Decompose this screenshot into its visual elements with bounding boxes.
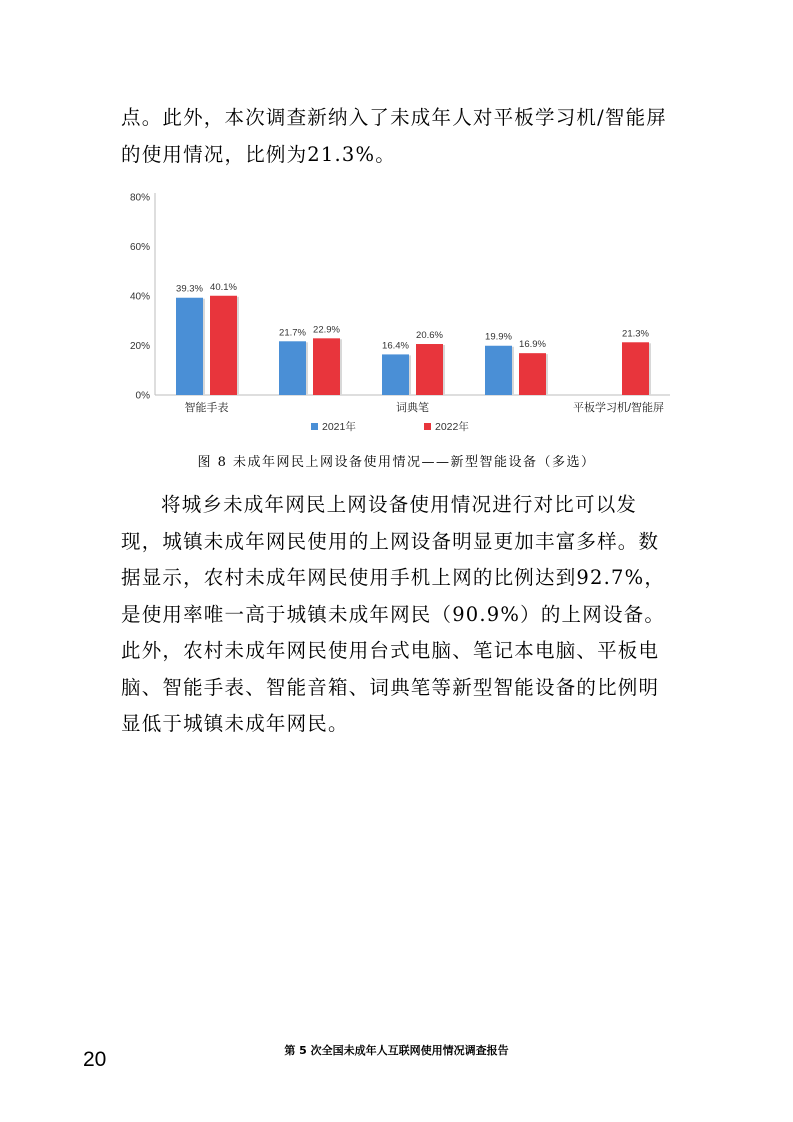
y-tick-label: 60% [129,242,150,253]
x-tick-label: 平板学习机/智能屏 [572,402,665,414]
data-label: 19.9% [485,331,512,343]
footer-report-title: 第 5 次全国未成年人互联网使用情况调查报告 [284,1044,509,1057]
bar [279,341,306,395]
y-tick-label: 80% [129,192,150,204]
bar [519,353,546,395]
y-tick-label: 40% [129,291,150,303]
data-label: 16.9% [519,339,546,351]
x-tick-label: 智能手表 [184,402,229,414]
page-number: 20 [83,1048,107,1071]
bar [210,296,237,395]
body-paragraph-2: 将城乡未成年网民上网设备使用情况进行对比可以发现，城镇未成年网民使用的上网设备明显更加丰富多样。数据显示，农村未成年网民使用手机上网的比例达到92.7%，是使用率唯一高于城镇未成年网民（90.9%）的上网设备。此外，农村未成年网民使用台式电脑、笔记本电脑、平板电脑、智能手表、智能音箱、词典笔等新型智能设备的比例明显低于城镇未成年网民。 [121,493,666,735]
bar [416,344,443,395]
data-label: 22.9% [313,324,340,336]
data-label: 21.7% [279,327,306,339]
legend-label: 2022年 [435,421,469,433]
data-label: 40.1% [210,281,237,293]
device-usage-bar-chart [118,186,678,446]
data-label: 21.3% [622,328,649,340]
legend-swatch [424,423,431,430]
x-tick-label: 词典笔 [396,402,429,414]
bar [382,354,409,395]
bar [313,338,340,395]
y-tick-label: 20% [129,341,150,352]
y-tick-label: 0% [135,390,150,402]
data-label: 16.4% [382,340,409,352]
bar [176,298,203,395]
bar [485,346,512,395]
data-label: 39.3% [176,283,203,295]
bar [622,342,649,395]
legend-swatch [311,423,318,430]
legend-label: 2021年 [322,421,356,433]
data-label: 20.6% [416,330,443,342]
body-paragraph-1: 点。此外，本次调查新纳入了未成年人对平板学习机/智能屏的使用情况，比例为21.3%。 [121,106,667,166]
figure-caption: 图 8 未成年网民上网设备使用情况——新型智能设备（多选） [197,455,596,470]
